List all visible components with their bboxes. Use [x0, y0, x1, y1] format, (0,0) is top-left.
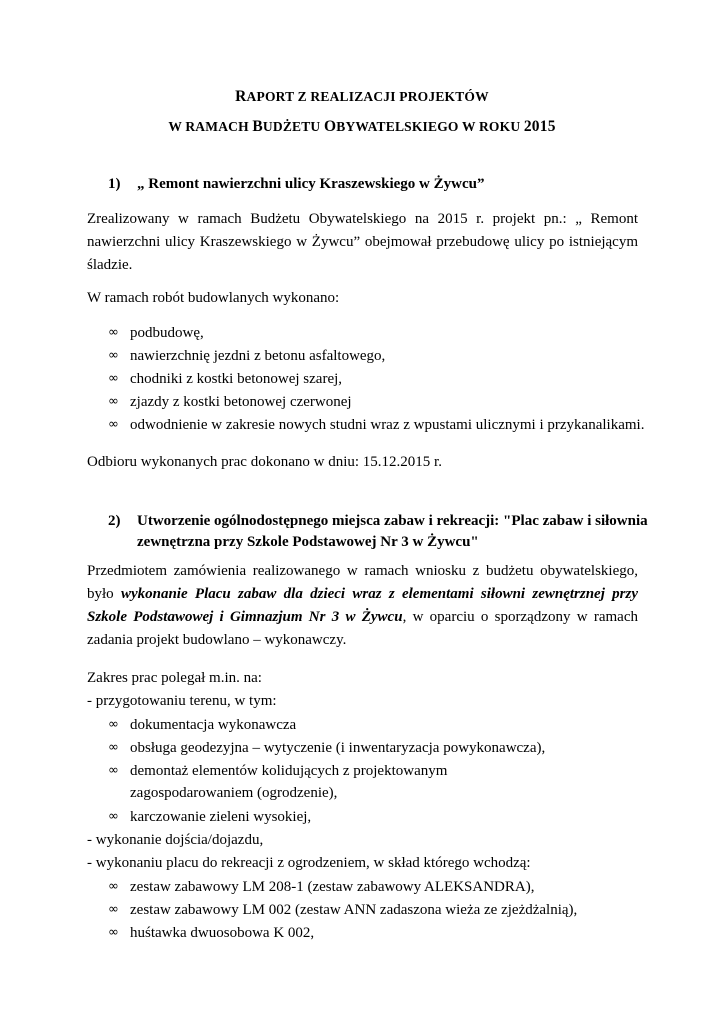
section1-intro: Zrealizowany w ramach Budżetu Obywatelskiego na 2015 r. projekt pn.: „ Remont nawierzchni ulicy Kraszewskiego w Żywcu” obejmował przebudowę ulicy po istniejącym śladzie. — [87, 211, 638, 273]
infinity-bullet-icon: ∞ — [108, 371, 119, 386]
infinity-bullet-icon: ∞ — [108, 325, 119, 340]
infinity-bullet-icon: ∞ — [108, 717, 119, 732]
infinity-bullet-icon: ∞ — [108, 763, 119, 778]
section2-scope-label: Zakres prac polegał m.in. na: — [87, 670, 262, 686]
infinity-bullet-icon: ∞ — [108, 925, 119, 940]
report-title-line2: W RAMACH BUDŻETU OBYWATELSKIEGO W ROKU 2015 — [168, 118, 556, 135]
section2-title-line1: Utworzenie ogólnodostępnego miejsca zabaw i rekreacji: "Plac zabaw i siłownia — [137, 513, 648, 529]
section2-playground-label: - wykonaniu placu do rekreacji z ogrodzeniem, w skład którego wchodzą: — [87, 855, 531, 871]
infinity-bullet-icon: ∞ — [108, 417, 119, 432]
section2-intro: Przedmiotem zamówienia realizowanego w ramach wniosku z budżetu obywatelskiego, było wykonanie Placu zabaw dla dzieci wraz z elementami siłowni zewnętrznej przy Szkole Podstawowej i Gimnazjum Nr 3 w Żywcu, w oparciu o sporządzony w ramach zadania projekt budowlano – wykonawczy. — [87, 563, 638, 648]
infinity-bullet-icon: ∞ — [108, 809, 119, 824]
section1-works-label: W ramach robót budowlanych wykonano: — [87, 290, 340, 306]
section1-title: „ Remont nawierzchni ulicy Kraszewskiego w Żywcu” — [137, 176, 485, 192]
section1-number: 1) — [108, 176, 121, 192]
infinity-bullet-icon: ∞ — [108, 879, 119, 894]
section2-title-line2: zewnętrzna przy Szkole Podstawowej Nr 3 w Żywcu" — [137, 534, 479, 550]
section2-prep-label: - przygotowaniu terenu, w tym: — [87, 693, 277, 709]
report-title-line1: RAPORT Z REALIZACJI PROJEKTÓW — [235, 88, 489, 105]
section2-access-label: - wykonanie dojścia/dojazdu, — [87, 832, 264, 848]
section1-acceptance: Odbioru wykonanych prac dokonano w dniu: 15.12.2015 r. — [87, 454, 442, 470]
infinity-bullet-icon: ∞ — [108, 394, 119, 409]
infinity-bullet-icon: ∞ — [108, 902, 119, 917]
emphasized-project-name: wykonanie Placu zabaw dla dzieci wraz z elementami siłowni zewnętrznej przy Szkole Podstawowej i Gimnazjum Nr 3 w Żywcu — [87, 586, 638, 625]
section2-number: 2) — [108, 513, 121, 529]
document-page: RAPORT Z REALIZACJI PROJEKTÓW W RAMACH BUDŻETU OBYWATELSKIEGO W ROKU 2015 1) „ Remont nawierzchni ulicy Kraszewskiego w Żywcu” Zrealizowany w ramach Budżetu Obywatelskiego na 2015 r. projekt pn.: „ Remont nawierzchni ulicy Kraszewskiego w Żywcu” obejmował przebudowę ulicy po istniejącym śladzie. W ramach robót budowlanych wykonano: ∞ podbudowę, ∞ nawierzchnię jezdni z betonu asfaltowego, ∞ chodniki z kostki betonowej szarej, ∞ zjazdy z kostki betonowej czerwonej ∞ odwodnienie w zakresie nowych studni wraz z wpustami ulicznymi i przykanalikami. Odbioru wykonanych prac dokonano w dniu: 15.12.2015 r. 2) Utworzenie ogólnodostępnego miejsca zabaw i rekreacji: "Plac zabaw i siłownia zewnętrzna przy Szkole Podstawowej Nr 3 w Żywcu" Przedmiotem zamówienia realizowanego w ramach wniosku z budżetu obywatelskiego, było wykonanie Placu zabaw dla dzieci wraz z elementami siłowni zewnętrznej przy Szkole Podstawowej i Gimnazjum Nr 3 w Żywcu, w oparciu o sporządzony w ramach zadania projekt budowlano – wykonawczy. Zakres prac polegał m.in. na: - przygotowaniu terenu, w tym: ∞ dokumentacja wykonawcza ∞ obsługa geodezyjna – wytyczenie (i inwentaryzacja powykonawcza), ∞ demontaż elementów kolidujących z projektowanym zagospodarowaniem (ogrodzenie), ∞ karczowanie zieleni wysokiej, - wykonanie dojścia/dojazdu, - wykonaniu placu do rekreacji z ogrodzeniem, w skład którego wchodzą: ∞ zestaw zabawowy LM 208-1 (zestaw zabawowy ALEKSANDRA), ∞ zestaw zabawowy LM 002 (zestaw ANN zadaszona wieża ze zjeżdżalnią), ∞ huśtawka dwuosobowa K 002, — [0, 0, 724, 1024]
infinity-bullet-icon: ∞ — [108, 348, 119, 363]
infinity-bullet-icon: ∞ — [108, 740, 119, 755]
